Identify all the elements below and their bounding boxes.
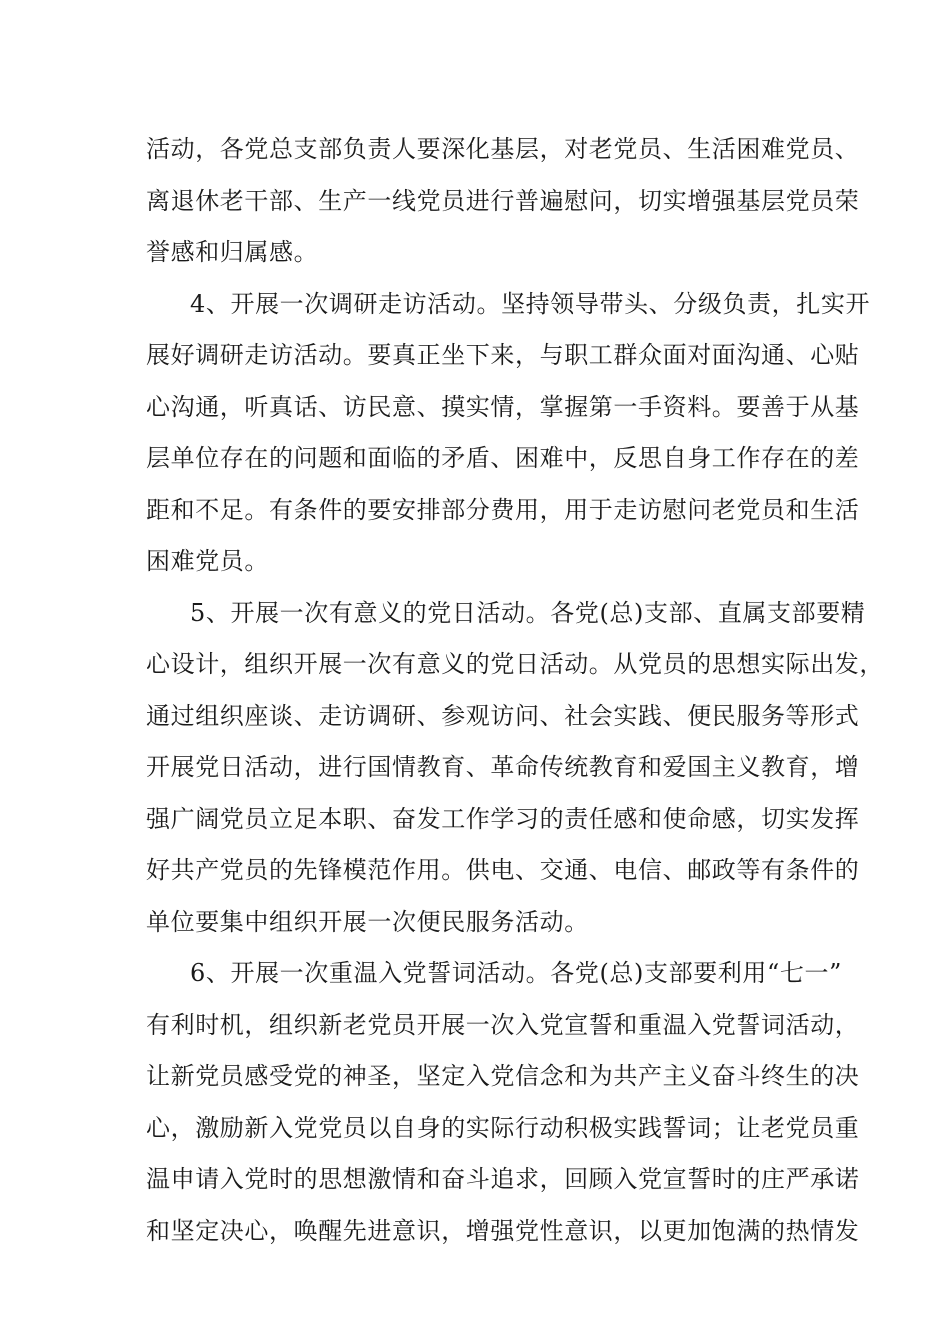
text-line: 单位要集中组织开展一次便民服务活动。	[146, 908, 589, 936]
text-line: 心，激励新入党党员以自身的实际行动积极实践誓词；让老党员重	[146, 1114, 860, 1142]
paragraph-start-line: 5、开展一次有意义的党日活动。各党(总)支部、直属支部要精	[190, 599, 866, 627]
text-line: 展好调研走访活动。要真正坐下来，与职工群众面对面沟通、心贴	[146, 341, 860, 369]
text-line: 离退休老干部、生产一线党员进行普遍慰问，切实增强基层党员荣	[146, 187, 860, 215]
text-line: 温申请入党时的思想激情和奋斗追求，回顾入党宣誓时的庄严承诺	[146, 1165, 860, 1193]
text-line: 有利时机，组织新老党员开展一次入党宣誓和重温入党誓词活动，	[146, 1011, 860, 1039]
text-line: 好共产党员的先锋模范作用。供电、交通、电信、邮政等有条件的	[146, 856, 860, 884]
text-line: 让新党员感受党的神圣，坚定入党信念和为共产主义奋斗终生的决	[146, 1062, 860, 1090]
text-line: 困难党员。	[146, 547, 269, 575]
text-line: 誉感和归属感。	[146, 238, 319, 266]
text-line: 心设计，组织开展一次有意义的党日活动。从党员的思想实际出发，	[146, 650, 884, 678]
text-line: 强广阔党员立足本职、奋发工作学习的责任感和使命感，切实发挥	[146, 805, 860, 833]
paragraph-start-line: 6、开展一次重温入党誓词活动。各党(总)支部要利用“七一”	[190, 959, 842, 987]
paragraph-start-line: 4、开展一次调研走访活动。坚持领导带头、分级负责，扎实开	[190, 290, 871, 318]
text-line: 通过组织座谈、走访调研、参观访问、社会实践、便民服务等形式	[146, 702, 860, 730]
text-line: 活动，各党总支部负责人要深化基层，对老党员、生活困难党员、	[146, 135, 860, 163]
text-line: 层单位存在的问题和面临的矛盾、困难中，反思自身工作存在的差	[146, 444, 860, 472]
text-line: 心沟通，听真话、访民意、摸实情，掌握第一手资料。要善于从基	[146, 393, 860, 421]
text-line: 和坚定决心，唤醒先进意识，增强党性意识，以更加饱满的热情发	[146, 1217, 860, 1245]
text-line: 距和不足。有条件的要安排部分费用，用于走访慰问老党员和生活	[146, 496, 860, 524]
text-line: 开展党日活动，进行国情教育、革命传统教育和爱国主义教育，增	[146, 753, 860, 781]
